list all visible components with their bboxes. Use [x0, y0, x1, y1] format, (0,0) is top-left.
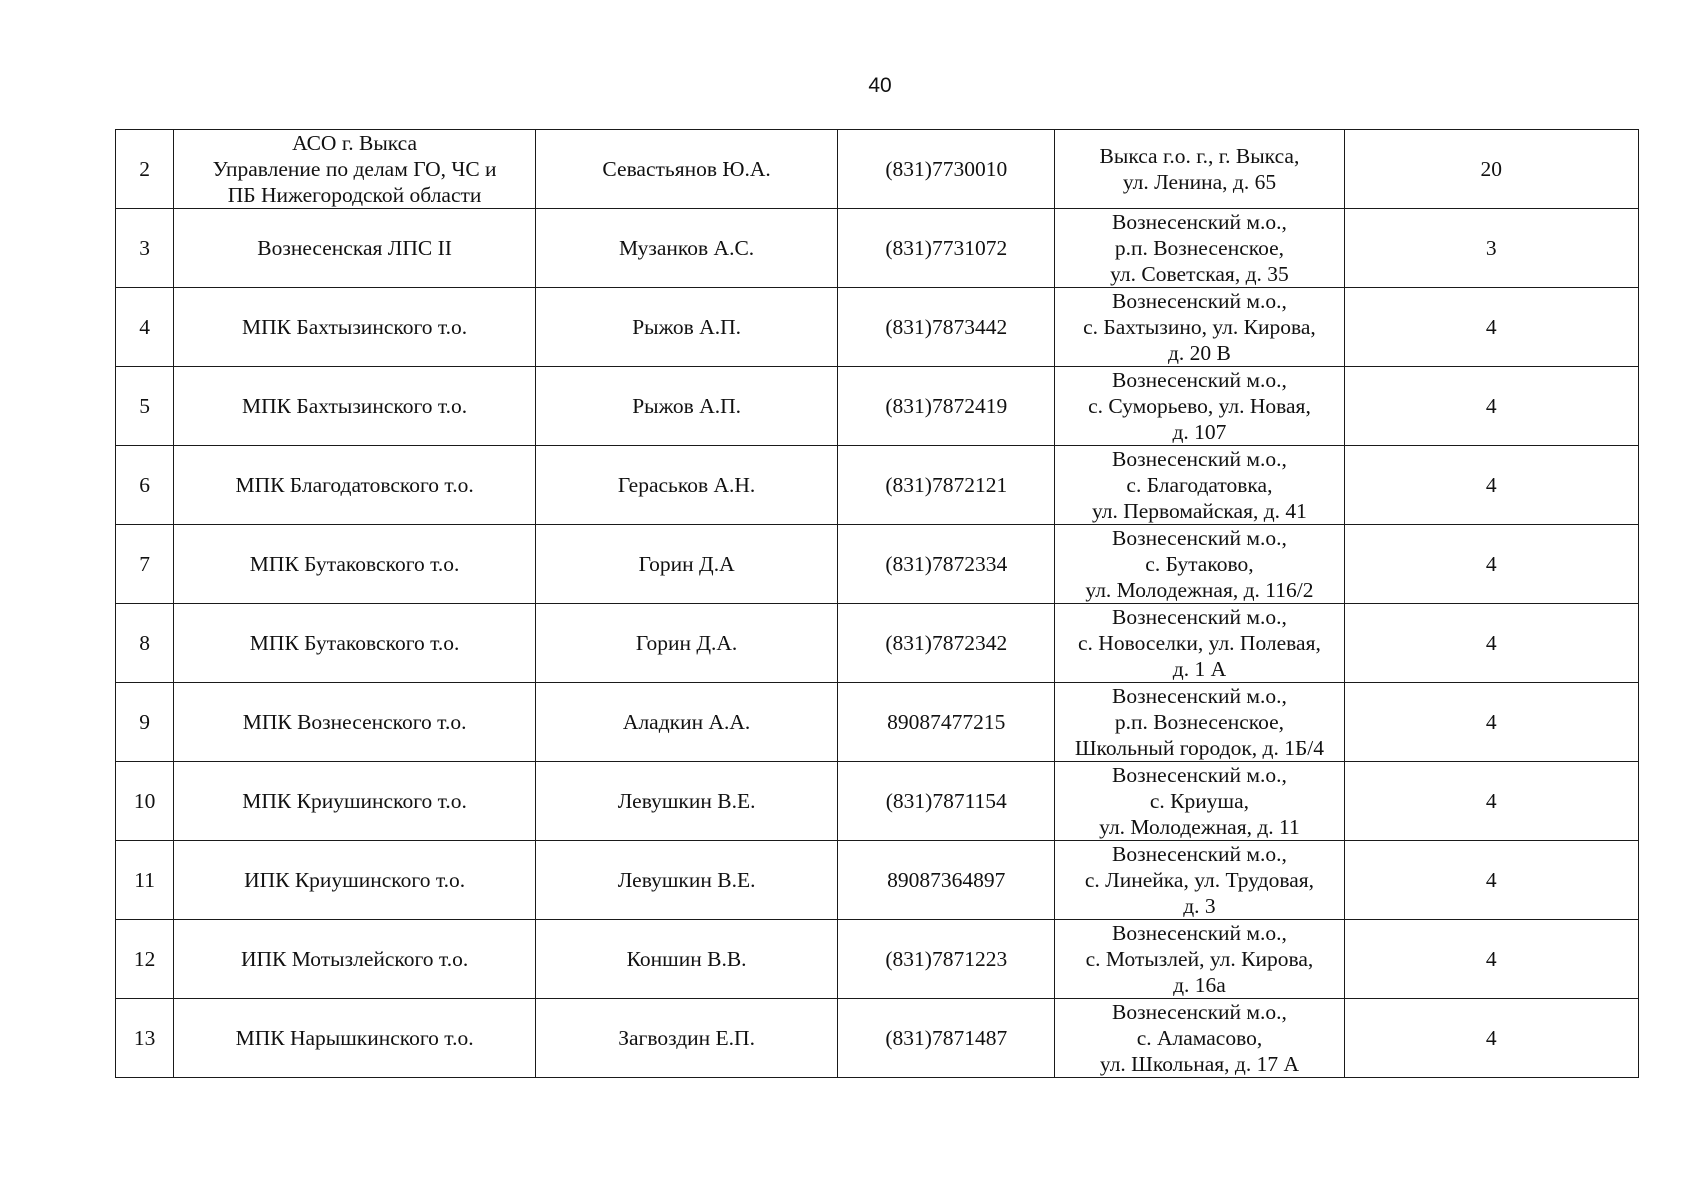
organization-name: МПК Криушинского т.о.	[174, 762, 536, 841]
capacity-value: 4	[1344, 762, 1638, 841]
address-line: д. 3	[1183, 894, 1216, 918]
address-cell	[1055, 999, 1344, 1078]
head-name: Левушкин В.Е.	[535, 762, 837, 841]
address-line: Вознесенский м.о.,	[1112, 921, 1287, 945]
row-number: 3	[116, 209, 174, 288]
capacity-value: 4	[1344, 683, 1638, 762]
address-line: Выкса г.о. г., г. Выкса,	[1099, 144, 1300, 168]
address-cell	[1055, 446, 1344, 525]
address-line: д. 16а	[1173, 973, 1226, 997]
phone-number: 89087364897	[838, 841, 1055, 920]
address-cell	[1055, 288, 1344, 367]
phone-number: (831)7872419	[838, 367, 1055, 446]
row-number: 2	[116, 130, 174, 209]
phone-number: (831)7731072	[838, 209, 1055, 288]
phone-number: (831)7871154	[838, 762, 1055, 841]
capacity-value: 4	[1344, 999, 1638, 1078]
capacity-value: 20	[1344, 130, 1638, 209]
table-row	[116, 525, 1639, 604]
table-row	[116, 367, 1639, 446]
address-line: Школьный городок, д. 1Б/4	[1074, 736, 1325, 760]
capacity-value: 4	[1344, 841, 1638, 920]
organization-name: МПК Благодатовского т.о.	[174, 446, 536, 525]
address-cell	[1055, 920, 1344, 999]
address-cell	[1055, 367, 1344, 446]
table-row	[116, 841, 1639, 920]
head-name: Коншин В.В.	[535, 920, 837, 999]
row-number: 5	[116, 367, 174, 446]
organization-name: МПК Вознесенского т.о.	[174, 683, 536, 762]
address-cell	[1055, 130, 1344, 209]
table-body	[116, 130, 1639, 1078]
address-line: Вознесенский м.о.,	[1112, 684, 1287, 708]
capacity-value: 4	[1344, 525, 1638, 604]
table-row	[116, 920, 1639, 999]
address-cell	[1055, 525, 1344, 604]
address-line: Вознесенский м.о.,	[1112, 368, 1287, 392]
address-line: с. Мотызлей, ул. Кирова,	[1085, 947, 1314, 971]
organization-line: Управление по делам ГО, ЧС и	[212, 157, 497, 181]
address-line: Вознесенский м.о.,	[1112, 447, 1287, 471]
address-line: Вознесенский м.о.,	[1112, 526, 1287, 550]
address-line: Вознесенский м.о.,	[1112, 289, 1287, 313]
page-number: 40	[868, 74, 892, 97]
address-line: Вознесенский м.о.,	[1112, 605, 1287, 629]
organization-name: МПК Бутаковского т.о.	[174, 604, 536, 683]
address-line: с. Бутаково,	[1145, 552, 1254, 576]
head-name: Севастьянов Ю.А.	[535, 130, 837, 209]
capacity-value: 4	[1344, 288, 1638, 367]
phone-number: (831)7873442	[838, 288, 1055, 367]
address-line: с. Криуша,	[1149, 789, 1249, 813]
address-line: ул. Молодежная, д. 11	[1099, 815, 1300, 839]
organization-line: АСО г. Выкса	[292, 131, 418, 155]
organization-name: ИПК Криушинского т.о.	[174, 841, 536, 920]
table-row	[116, 683, 1639, 762]
capacity-value: 3	[1344, 209, 1638, 288]
head-name: Музанков А.С.	[535, 209, 837, 288]
capacity-value: 4	[1344, 604, 1638, 683]
address-line: с. Суморьево, ул. Новая,	[1088, 394, 1311, 418]
phone-number: (831)7730010	[838, 130, 1055, 209]
phone-number: (831)7872334	[838, 525, 1055, 604]
table-row	[116, 999, 1639, 1078]
head-name: Загвоздин Е.П.	[535, 999, 837, 1078]
address-line: Вознесенский м.о.,	[1112, 763, 1287, 787]
row-number: 6	[116, 446, 174, 525]
address-cell	[1055, 841, 1344, 920]
capacity-value: 4	[1344, 920, 1638, 999]
address-line: ул. Молодежная, д. 116/2	[1085, 578, 1314, 602]
organization-name: МПК Нарышкинского т.о.	[174, 999, 536, 1078]
table-row	[116, 209, 1639, 288]
address-line: д. 107	[1172, 420, 1227, 444]
row-number: 13	[116, 999, 174, 1078]
address-line: с. Аламасово,	[1136, 1026, 1263, 1050]
table-row	[116, 446, 1639, 525]
address-line: ул. Школьная, д. 17 А	[1099, 1052, 1299, 1076]
address-cell	[1055, 604, 1344, 683]
row-number: 7	[116, 525, 174, 604]
head-name: Левушкин В.Е.	[535, 841, 837, 920]
head-name: Горин Д.А	[535, 525, 837, 604]
organization-name: МПК Бутаковского т.о.	[174, 525, 536, 604]
row-number: 10	[116, 762, 174, 841]
table-row	[116, 288, 1639, 367]
phone-number: (831)7872121	[838, 446, 1055, 525]
organization-name: ИПК Мотызлейского т.о.	[174, 920, 536, 999]
rescue-units-table	[115, 129, 1639, 1078]
row-number: 4	[116, 288, 174, 367]
address-line: ул. Первомайская, д. 41	[1091, 499, 1307, 523]
address-line: ул. Ленина, д. 65	[1122, 170, 1277, 194]
table-row	[116, 130, 1639, 209]
address-cell	[1055, 209, 1344, 288]
row-number: 11	[116, 841, 174, 920]
head-name: Аладкин А.А.	[535, 683, 837, 762]
head-name: Рыжов А.П.	[535, 367, 837, 446]
phone-number: (831)7871487	[838, 999, 1055, 1078]
table-row	[116, 604, 1639, 683]
head-name: Гераськов А.Н.	[535, 446, 837, 525]
row-number: 12	[116, 920, 174, 999]
address-cell	[1055, 683, 1344, 762]
address-cell	[1055, 762, 1344, 841]
address-line: с. Благодатовка,	[1126, 473, 1273, 497]
organization-name: МПК Бахтызинского т.о.	[174, 367, 536, 446]
head-name: Горин Д.А.	[535, 604, 837, 683]
address-line: р.п. Вознесенское,	[1114, 710, 1285, 734]
address-line: ул. Советская, д. 35	[1110, 262, 1289, 286]
head-name: Рыжов А.П.	[535, 288, 837, 367]
address-line: с. Новоселки, ул. Полевая,	[1078, 631, 1321, 655]
phone-number: 89087477215	[838, 683, 1055, 762]
address-line: р.п. Вознесенское,	[1114, 236, 1285, 260]
organization-line: ПБ Нижегородской области	[227, 183, 482, 207]
address-line: с. Бахтызино, ул. Кирова,	[1083, 315, 1316, 339]
table-row	[116, 762, 1639, 841]
address-line: Вознесенский м.о.,	[1112, 1000, 1287, 1024]
row-number: 8	[116, 604, 174, 683]
capacity-value: 4	[1344, 367, 1638, 446]
address-line: д. 20 В	[1167, 341, 1231, 365]
capacity-value: 4	[1344, 446, 1638, 525]
row-number: 9	[116, 683, 174, 762]
organization-cell	[174, 130, 536, 209]
address-line: с. Линейка, ул. Трудовая,	[1084, 868, 1315, 892]
phone-number: (831)7872342	[838, 604, 1055, 683]
phone-number: (831)7871223	[838, 920, 1055, 999]
address-line: Вознесенский м.о.,	[1112, 210, 1287, 234]
organization-name: Вознесенская ЛПС II	[174, 209, 536, 288]
address-line: Вознесенский м.о.,	[1112, 842, 1287, 866]
organization-name: МПК Бахтызинского т.о.	[174, 288, 536, 367]
address-line: д. 1 А	[1172, 657, 1227, 681]
